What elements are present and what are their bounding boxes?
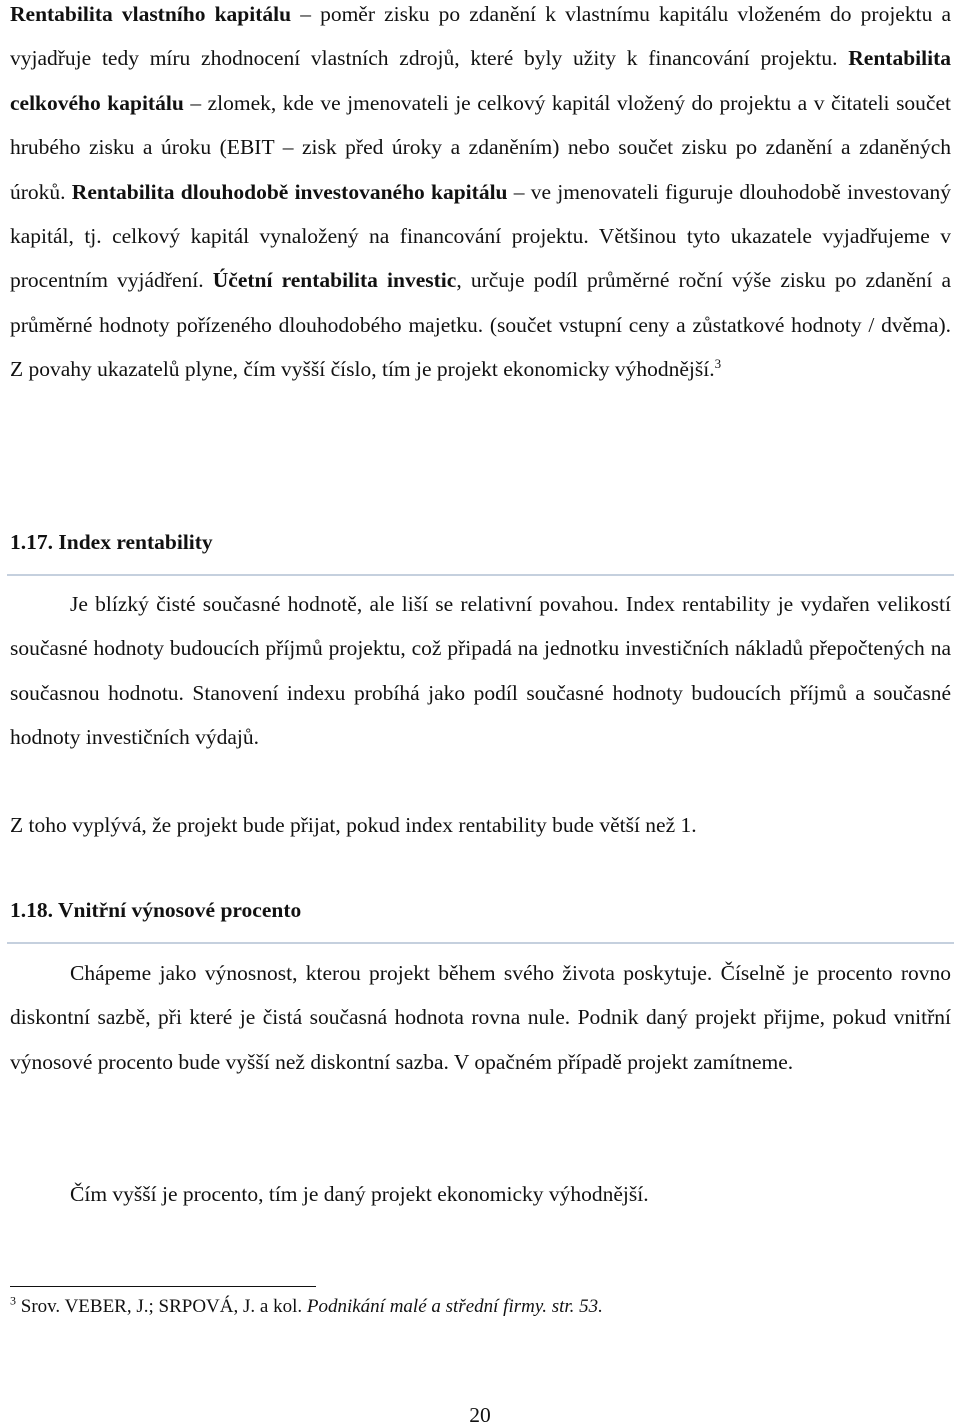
section-heading-1-18: 1.18. Vnitřní výnosové procento xyxy=(10,898,302,922)
paragraph-irr-conclusion: Čím vyšší je procento, tím je daný projekt ekonomicky výhodnější. xyxy=(70,1182,649,1206)
footnote-title: Podnikání malé a střední firmy. str. 53. xyxy=(306,1296,603,1317)
term-total-capital-rentability: Rentabilita celkového kapitálu xyxy=(10,46,951,115)
term-accounting-rentability: Účetní rentabilita investic xyxy=(212,268,457,293)
footnote: $^3$ Srov. VEBER, J.; SRPOVÁ, J. a kol. Podnikání malé a střední firmy. str. 53. xyxy=(10,1293,603,1317)
page-number: 20 xyxy=(469,1403,491,1427)
term-equity-rentability: Rentabilita vlastního kapitálu xyxy=(10,2,292,26)
paragraph-rentability-indicators: Rentabilita vlastního kapitálu – poměr zisku po zdanění k vlastnímu kapitálu vloženém do projektu a vyjadřuje tedy míru zhodnocení vlastních zdrojů, které byly užity k financování projektu. Rentabilita celkového kapitálu – zlomek, kde ve jmenovateli je celkový kapitál vložený do projektu a v čitateli součet hrubého zisku a úroku (EBIT – zisk před úroky a zdaněním) nebo součet zisku po zdanění a zdaněných úroků. Rentabilita dlouhodobě investovaného kapitálu – ve jmenovateli figuruje dlouhodobě investovaný kapitál, tj. celkový kapitál vynaložený na financování projektu. Většinou tyto ukazatele vyjadřujeme v procentním vyjádření. Účetní rentabilita investic, určuje podíl průměrné roční výše zisku po zdanění a průměrné hodnoty pořízeného dlouhodobého majetku. (součet vstupní ceny a zůstatkové hodnoty / dvěma). Z povahy ukazatelů plyne, čím vyšší číslo, tím je projekt ekonomicky výhodnější.$^3$ xyxy=(10,2,952,382)
footnote-number: 3 xyxy=(10,1293,16,1308)
term-long-term-capital-rentability: Rentabilita dlouhodobě investovaného kapitálu xyxy=(71,179,508,204)
paragraph-index-conclusion: Z toho vyplývá, že projekt bude přijat, pokud index rentability bude větší než 1. xyxy=(10,813,697,837)
heading-divider xyxy=(7,942,954,944)
footnote-divider xyxy=(10,1286,316,1287)
section-heading-1-17: 1.17. Index rentability xyxy=(10,530,213,554)
footnote-reference: 3 xyxy=(714,356,722,372)
heading-divider xyxy=(7,574,954,576)
paragraph-index-rentability: Je blízký čisté současné hodnotě, ale liší se relativní povahou. Index rentability je vydařen velikostí současné hodnoty budoucích příjmů projektu, což připadá na jednotku investičních nákladů přepočtených na současnou hodnotu. Stanovení indexu probíhá jako podíl současné hodnoty budoucích příjmů a současné hodnoty investičních výdajů. xyxy=(10,592,951,750)
paragraph-irr: Chápeme jako výnosnost, kterou projekt během svého života poskytuje. Číselně je procento rovno diskontní sazbě, při které je čistá současná hodnota rovna nule. Podnik daný projekt přijme, pokud vnitřní výnosové procento bude vyšší než diskontní sazba. V opačném případě projekt zamítneme. xyxy=(10,961,951,1074)
